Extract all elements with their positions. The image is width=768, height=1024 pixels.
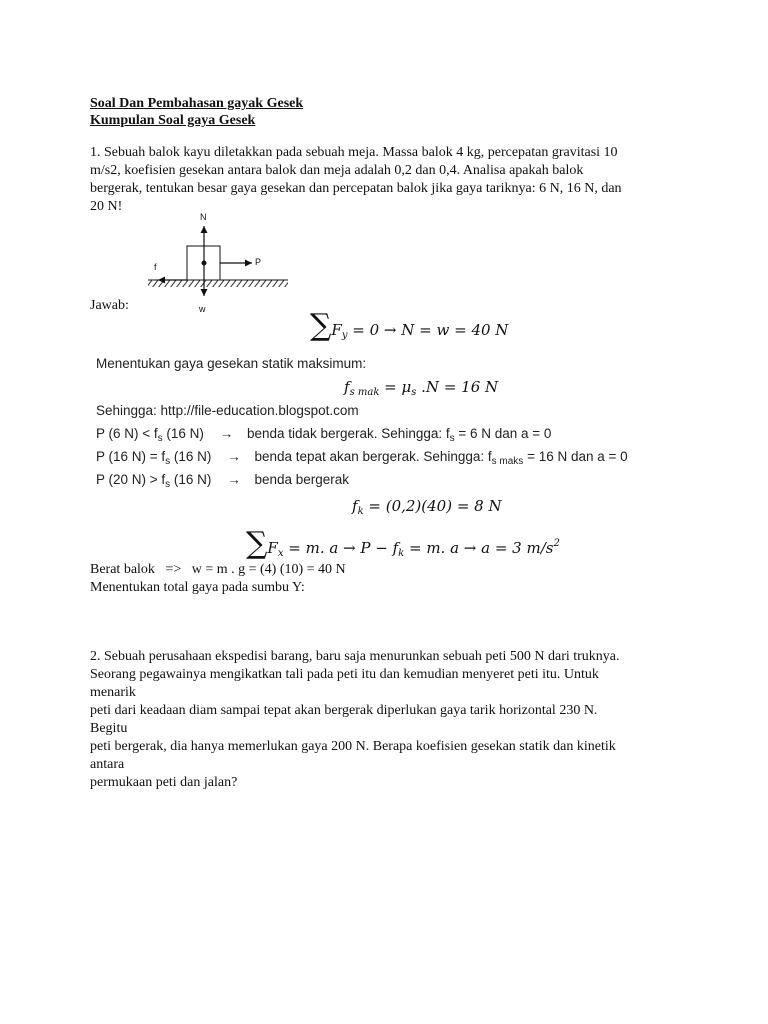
equation-kinetic-friction: $f_k = (0,2)(40) = 8$ N (352, 497, 502, 517)
arrow-icon: → (227, 449, 241, 464)
center-dot (202, 261, 207, 266)
q1-line-1: 1. Sebuah balok kayu diletakkan pada sebuah meja. Massa balok 4 kg, percepatan gravitasi 10 (90, 145, 618, 160)
label-f: f (154, 262, 157, 272)
sigma-symbol: ∑ (310, 308, 332, 343)
q2-line-2: Seorang pegawainya mengikatkan tali pada peti itu dan kemudian menyeret peti itu. Untuk (90, 667, 599, 682)
label-w: w (199, 304, 206, 314)
q1-line-4: 20 N! (90, 199, 123, 214)
equation-sum-fy: $\sum F_y = 0 \to N = w = 40$ N (310, 308, 509, 343)
equation-sum-fx: $\sum F_x = m$. $a \to P - f_k = m$. a → a = 3 $m/s^2$ (246, 526, 560, 561)
document-subtitle: Kumpulan Soal gaya Gesek (90, 113, 256, 128)
case-1: P (6 $N) < f_s$ (16 N) → benda tidak bergerak. Sehingga: $f_s = 6$ N dan a = 0 (96, 426, 552, 444)
static-friction-heading: Menentukan gaya gesekan statik maksimum: (96, 356, 367, 371)
arrow-icon: → (219, 426, 234, 441)
weight-calculation: Berat balok => w = m . g = (4) (10) = 40 N (90, 562, 346, 577)
force-diagram (140, 208, 300, 316)
q2-line-3: menarik (90, 685, 136, 700)
total-force-y-text: Menentukan total gaya pada sumbu Y: (90, 580, 305, 595)
arrow-icon: → (227, 472, 241, 487)
ground-hatch (148, 280, 288, 287)
q2-line-8: permukaan peti dan jalan? (90, 775, 238, 790)
q1-line-3: bergerak, tentukan besar gaya gesekan dan percepatan balok jika gaya tariknya: 6 N, 16 N, dan (90, 181, 622, 196)
label-p: P (255, 257, 262, 267)
answer-label: Jawab: (90, 298, 129, 313)
q2-line-6: peti bergerak, dia hanya memerlukan gaya 200 N. Berapa koefisien gesekan statik dan kinetik (90, 739, 616, 754)
case-3: P (20 $N) > f_s$ (16 N) → benda bergerak (96, 472, 350, 490)
q2-line-4: peti dari keadaan diam sampai tepat akan bergerak diperlukan gaya tarik horizontal 230 N. (90, 703, 598, 718)
q2-line-1: 2. Sebuah perusahaan ekspedisi barang, baru saja menurunkan sebuah peti 500 N dari truknya. (90, 649, 620, 664)
case-2: P (16 $N) = f_s$ (16 N) → benda tepat akan bergerak. Sehingga: $f_{s maks} = 16$ N dan a = 0 (96, 449, 628, 467)
source-link-text: Sehingga: http://file-education.blogspot.com (96, 403, 359, 418)
sigma-symbol: ∑ (246, 526, 268, 561)
q2-line-5: Begitu (90, 721, 128, 736)
equation-static-max: $f_{s mak} = \mu_s$ .N = 16 N (344, 378, 499, 398)
document-title: Soal Dan Pembahasan gayak Gesek (90, 96, 304, 111)
q1-line-2: m/s2, koefisien gesekan antara balok dan meja adalah 0,2 dan 0,4. Analisa apakah balok (90, 163, 584, 178)
q2-line-7: antara (90, 757, 125, 772)
label-n: N (200, 212, 207, 222)
